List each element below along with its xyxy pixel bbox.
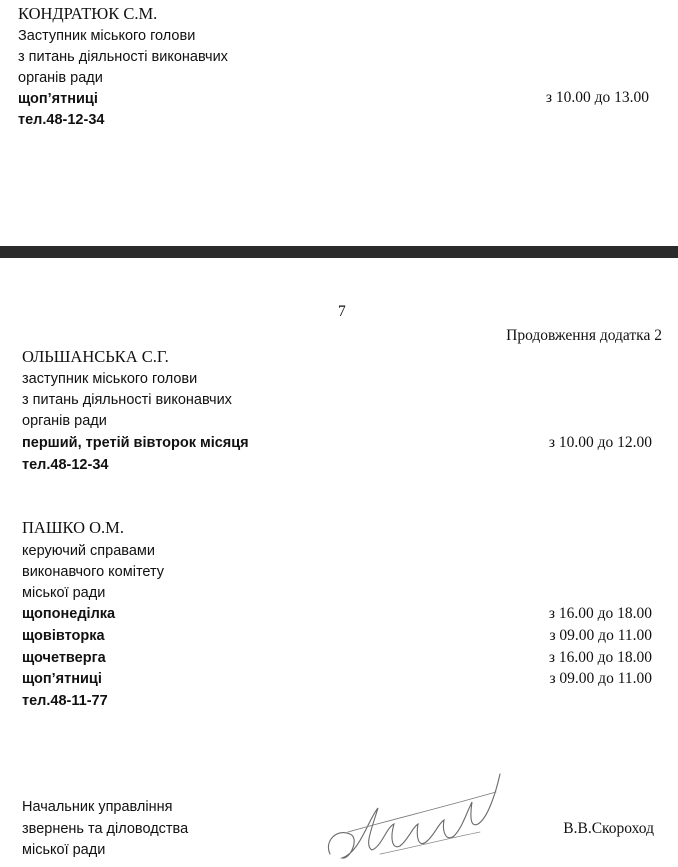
olshanska-position-2: з питань діяльності виконавчих <box>22 392 232 408</box>
footer-position-3: міської ради <box>22 842 106 858</box>
pashko-phone: тел.48-11-77 <box>22 693 108 709</box>
pashko-day-2: щовівторка <box>22 628 105 644</box>
kondratyuk-time: з 10.00 до 13.00 <box>545 89 649 106</box>
kondratyuk-position-2: з питань діяльності виконавчих <box>18 49 228 65</box>
footer-signer: В.В.Скороход <box>563 820 654 837</box>
kondratyuk-position-1: Заступник міського голови <box>18 28 196 44</box>
kondratyuk-position-3: органів ради <box>18 70 103 86</box>
olshanska-time: з 10.00 до 12.00 <box>548 434 652 451</box>
olshanska-day: перший, третій вівторок місяця <box>22 435 249 451</box>
kondratyuk-name: КОНДРАТЮК С.М. <box>18 4 158 23</box>
pashko-day-4: щоп’ятниці <box>22 671 102 687</box>
pashko-time-4: з 09.00 до 11.00 <box>549 670 652 687</box>
olshanska-position-1: заступник міського голови <box>22 371 198 387</box>
continuation-label: Продовження додатка 2 <box>506 327 662 344</box>
olshanska-phone: тел.48-12-34 <box>22 457 109 473</box>
page-number: 7 <box>338 303 346 320</box>
pashko-day-3: щочетверга <box>22 650 106 666</box>
olshanska-name: ОЛЬШАНСЬКА С.Г. <box>22 347 169 366</box>
page-break-divider <box>0 246 678 258</box>
pashko-time-1: з 16.00 до 18.00 <box>548 605 652 622</box>
pashko-position-3: міської ради <box>22 585 106 601</box>
footer-position-2: звернень та діловодства <box>22 821 189 837</box>
kondratyuk-phone: тел.48-12-34 <box>18 112 105 128</box>
kondratyuk-day: щоп’ятниці <box>18 91 98 107</box>
pashko-time-2: з 09.00 до 11.00 <box>549 627 652 644</box>
pashko-position-2: виконавчого комітету <box>22 564 165 580</box>
olshanska-position-3: органів ради <box>22 413 107 429</box>
footer-position-1: Начальник управління <box>22 799 173 815</box>
handwritten-signature <box>320 762 510 867</box>
pashko-time-3: з 16.00 до 18.00 <box>548 649 652 666</box>
pashko-position-1: керуючий справами <box>22 543 155 559</box>
pashko-name: ПАШКО О.М. <box>22 518 124 537</box>
pashko-day-1: щопонеділка <box>22 606 116 622</box>
